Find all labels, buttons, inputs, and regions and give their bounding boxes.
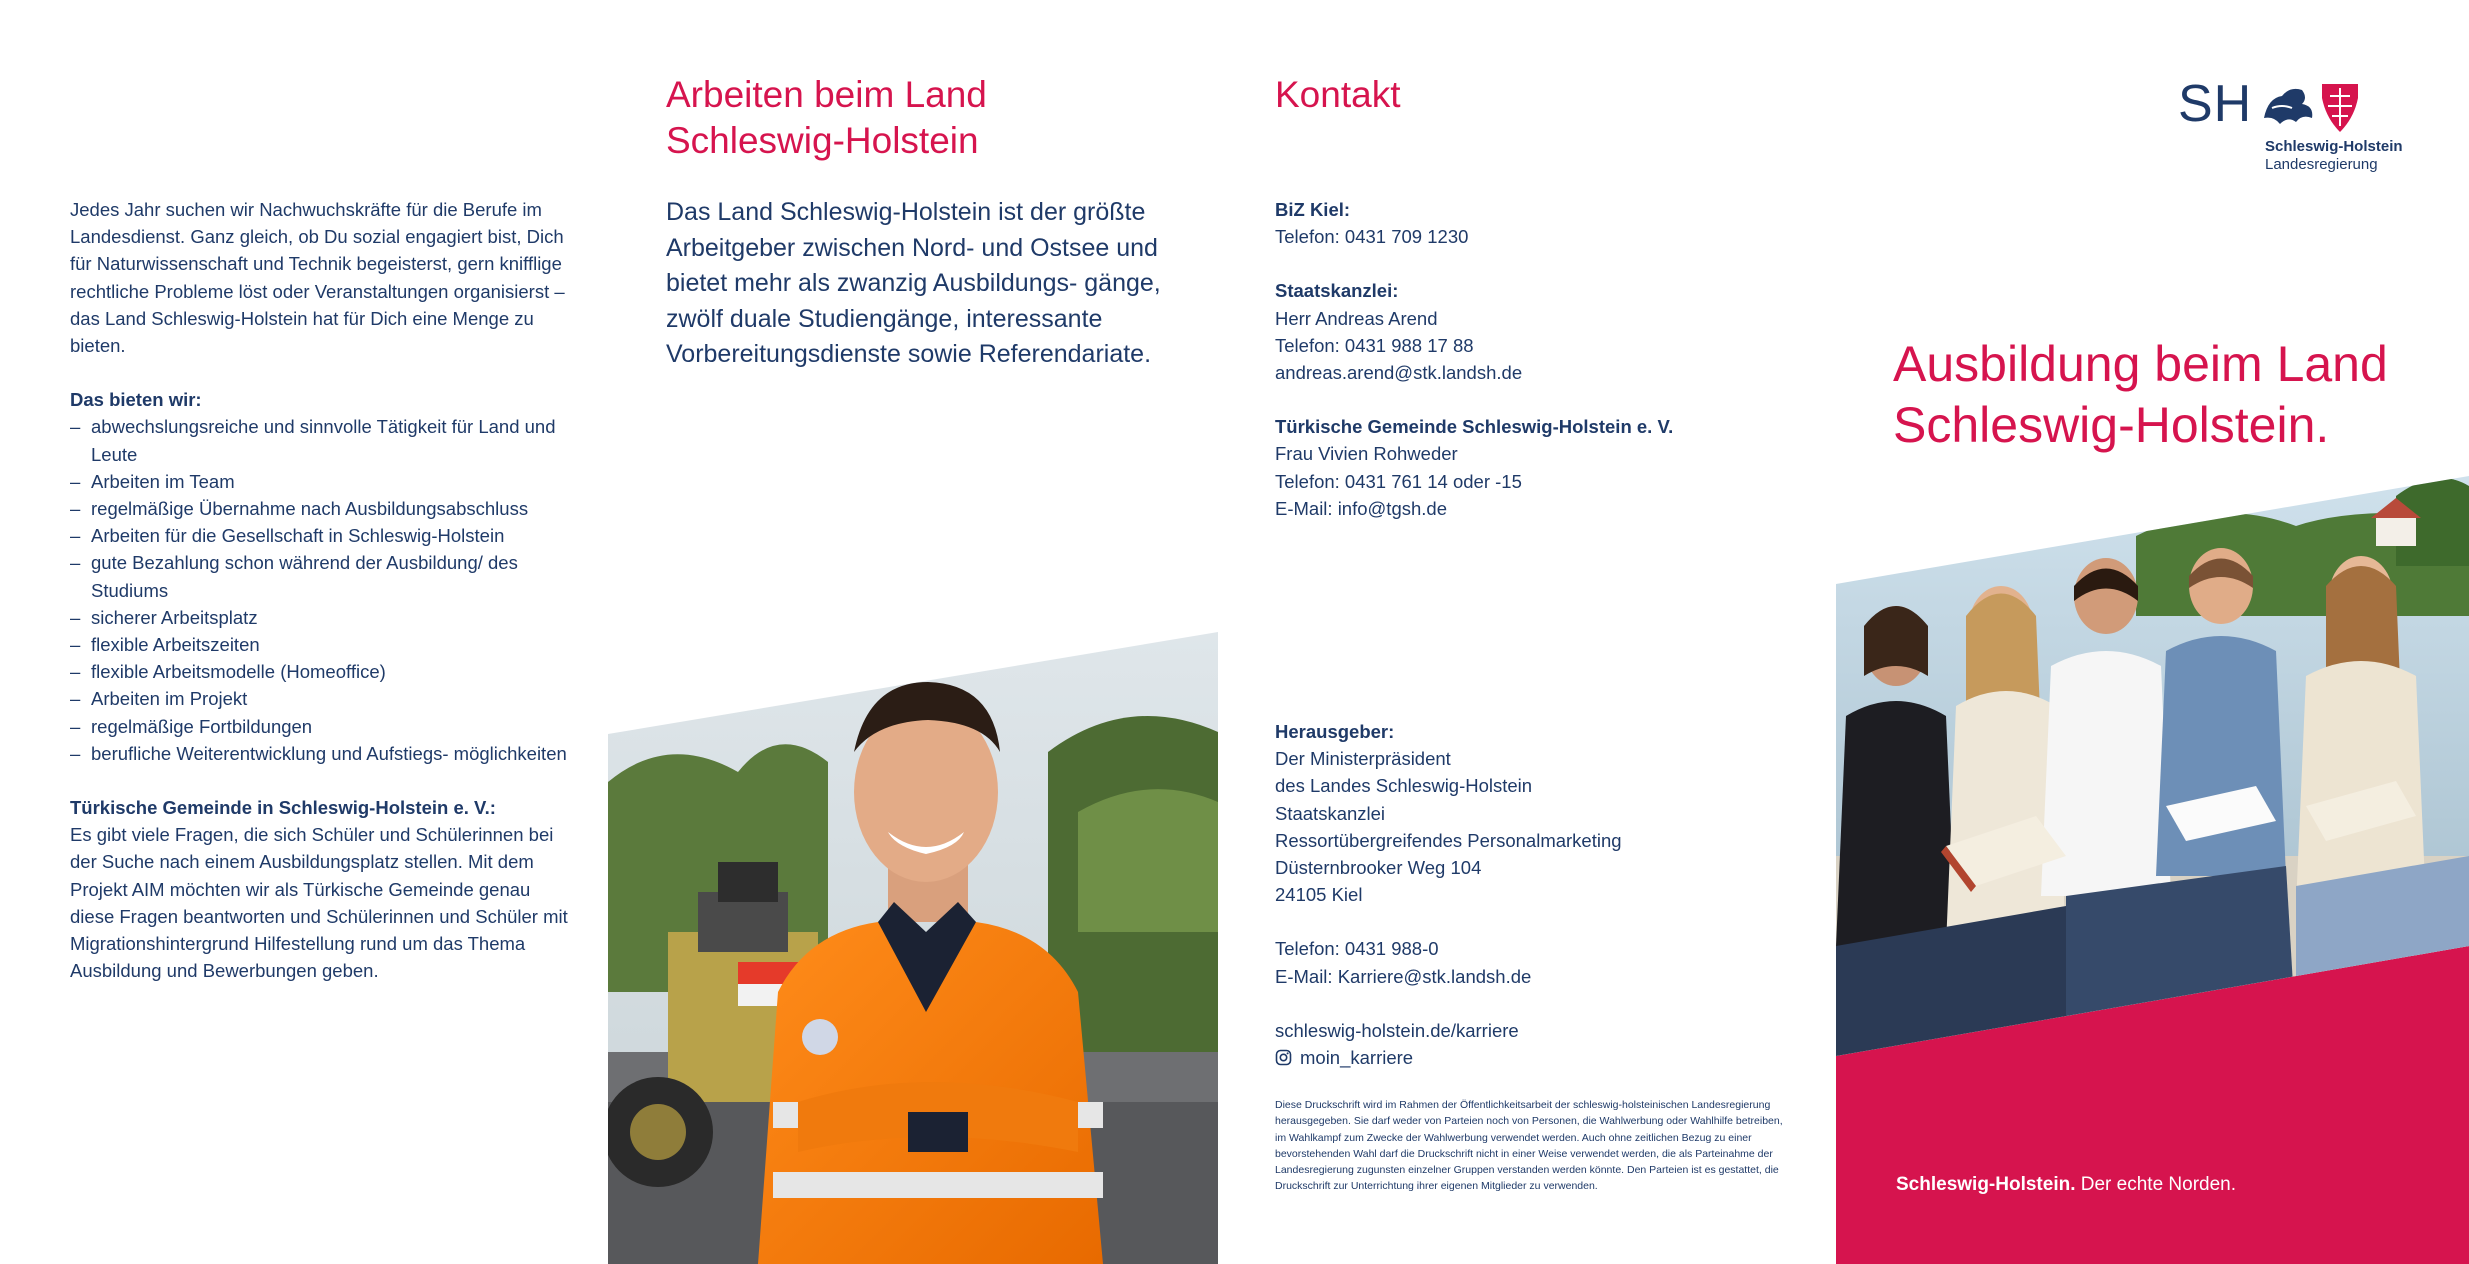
tgsh-email: E-Mail: info@tgsh.de: [1275, 497, 1447, 519]
list-item: – Arbeiten im Team: [70, 468, 570, 495]
cover-title: [1893, 334, 2453, 456]
offer-heading: Das bieten wir:: [70, 389, 202, 411]
instagram-icon: [1275, 1049, 1292, 1066]
publisher-line: Düsternbrooker Weg 104: [1275, 857, 1482, 879]
list-item: – berufliche Weiterentwicklung und Aufstiegs- möglichkeiten: [70, 740, 570, 767]
list-item: – flexible Arbeitsmodelle (Homeoffice): [70, 658, 570, 685]
list-item: – flexible Arbeitszeiten: [70, 631, 570, 658]
publisher-label: Herausgeber:: [1275, 721, 1395, 742]
middle-title: [666, 72, 1226, 164]
tgsh-heading: Türkische Gemeinde in Schleswig-Holstein e. V.:: [70, 797, 496, 819]
stk-email: andreas.arend@stk.landsh.de: [1275, 362, 1523, 384]
publisher-line: 24105 Kiel: [1275, 884, 1363, 906]
publisher-line: Ressortübergreifendes Personalmarketing: [1275, 829, 1622, 851]
slogan: [1896, 1174, 2236, 1196]
logo-letters: SH: [2178, 75, 2253, 133]
coat-of-arms-icon: [2262, 78, 2362, 134]
list-item: – regelmäßige Übernahme nach Ausbildungsabschluss: [70, 495, 570, 522]
slogan-rest: Der echte Norden.: [2075, 1174, 2237, 1195]
list-item: – gute Bezahlung schon während der Ausbildung/ des Studiums: [70, 549, 570, 603]
middle-title-line1: Arbeiten beim Land: [666, 74, 987, 115]
list-item: – abwechslungsreiche und sinnvolle Tätigkeit für Land und Leute: [70, 413, 570, 467]
cover-title-line1: Ausbildung beim Land: [1893, 336, 2388, 392]
publisher-line: des Landes Schleswig-Holstein: [1275, 775, 1533, 797]
list-item: – Arbeiten für die Gesellschaft in Schleswig-Holstein: [70, 522, 570, 549]
publisher-line: Staatskanzlei: [1275, 802, 1386, 824]
sh-logo: [2178, 75, 2403, 176]
instagram-handle: moin_karriere: [1300, 1047, 1414, 1069]
publisher-line: Der Ministerpräsident: [1275, 748, 1451, 770]
slogan-bold: Schleswig-Holstein.: [1896, 1174, 2076, 1195]
tgsh-name: Frau Vivien Rohweder: [1275, 443, 1458, 465]
cover-title-line2: Schleswig-Holstein.: [1893, 397, 2330, 453]
list-item: – Arbeiten im Projekt: [70, 685, 570, 712]
website-link[interactable]: schleswig-holstein.de/karriere: [1275, 1019, 1519, 1041]
students-photo: [1836, 476, 2469, 1264]
instagram-link[interactable]: [1275, 1044, 1835, 1071]
biz-label: BiZ Kiel:: [1275, 199, 1351, 220]
middle-body: Das Land Schleswig-Holstein ist der größte Arbeitgeber zwischen Nord- und Ostsee und bietet mehr als zwanzig Ausbildungs- gänge, zwölf duale Studiengänge, interessante Vorbereitungsdienste sowie Referendariate.: [666, 198, 1161, 368]
offer-list: [70, 413, 570, 767]
tgsh-contact-label: Türkische Gemeinde Schleswig-Holstein e. V.: [1275, 416, 1674, 438]
stk-name: Herr Andreas Arend: [1275, 307, 1438, 329]
publisher-block: [1275, 718, 1835, 1071]
logo-line1: Schleswig-Holstein: [2265, 138, 2403, 155]
middle-title-line2: Schleswig-Holstein: [666, 120, 979, 161]
left-panel: [70, 196, 570, 984]
worker-photo: [608, 632, 1218, 1264]
biz-phone: Telefon: 0431 709 1230: [1275, 226, 1469, 248]
publisher-email: E-Mail: Karriere@stk.landsh.de: [1275, 965, 1532, 987]
tgsh-phone: Telefon: 0431 761 14 oder -15: [1275, 470, 1522, 492]
list-item: – sicherer Arbeitsplatz: [70, 604, 570, 631]
stk-label: Staatskanzlei:: [1275, 280, 1399, 302]
list-item: – regelmäßige Fortbildungen: [70, 713, 570, 740]
contact-title: Kontakt: [1275, 74, 1401, 115]
disclaimer-text: Diese Druckschrift wird im Rahmen der Öffentlichkeitsarbeit der schleswig-holsteinischen Landesregierung herausgegeben. Sie darf weder von Parteien noch von Personen, die Wahlwerbung oder Wahlhilfe betreiben, im Wahlkampf zum Zwecke der Wahlwerbung verwendet werden. Auch ohne zeitlichen Bezug zu einer bevorstehenden Wahl darf die Druckschrift nicht in einer Weise verwendet werden, die als Parteinahme der Landesregierung zugunsten einzelner Gruppen verstanden werden könnte. Den Parteien ist es gestattet, die Druckschrift zur Unterrichtung ihrer eigenen Mitglieder zu verwenden.: [1275, 1099, 1783, 1193]
contact-block: [1275, 196, 1835, 522]
publisher-phone: Telefon: 0431 988-0: [1275, 938, 1439, 960]
intro-text: Jedes Jahr suchen wir Nachwuchskräfte für die Berufe im Landesdienst. Ganz gleich, ob Du sozial engagiert bist, Dich für Naturwissenschaft und Technik begeisterst, gern knifflige rechtliche Probleme löst oder Veranstaltungen organisierst – das Land Schleswig-Holstein hat für Dich eine Menge zu bieten.: [70, 199, 565, 357]
logo-line2: Landesregierung: [2265, 156, 2378, 173]
stk-phone: Telefon: 0431 988 17 88: [1275, 334, 1474, 356]
tgsh-text: Es gibt viele Fragen, die sich Schüler und Schülerinnen bei der Suche nach einem Ausbildungsplatz stellen. Mit dem Projekt AIM möchten wir als Türkische Gemeinde genau diese Fragen beantworten und Schülerinnen und Schüler mit Migrationshintergrund Hilfestellung rund um das Thema Ausbildung und Bewerbungen geben.: [70, 824, 568, 982]
